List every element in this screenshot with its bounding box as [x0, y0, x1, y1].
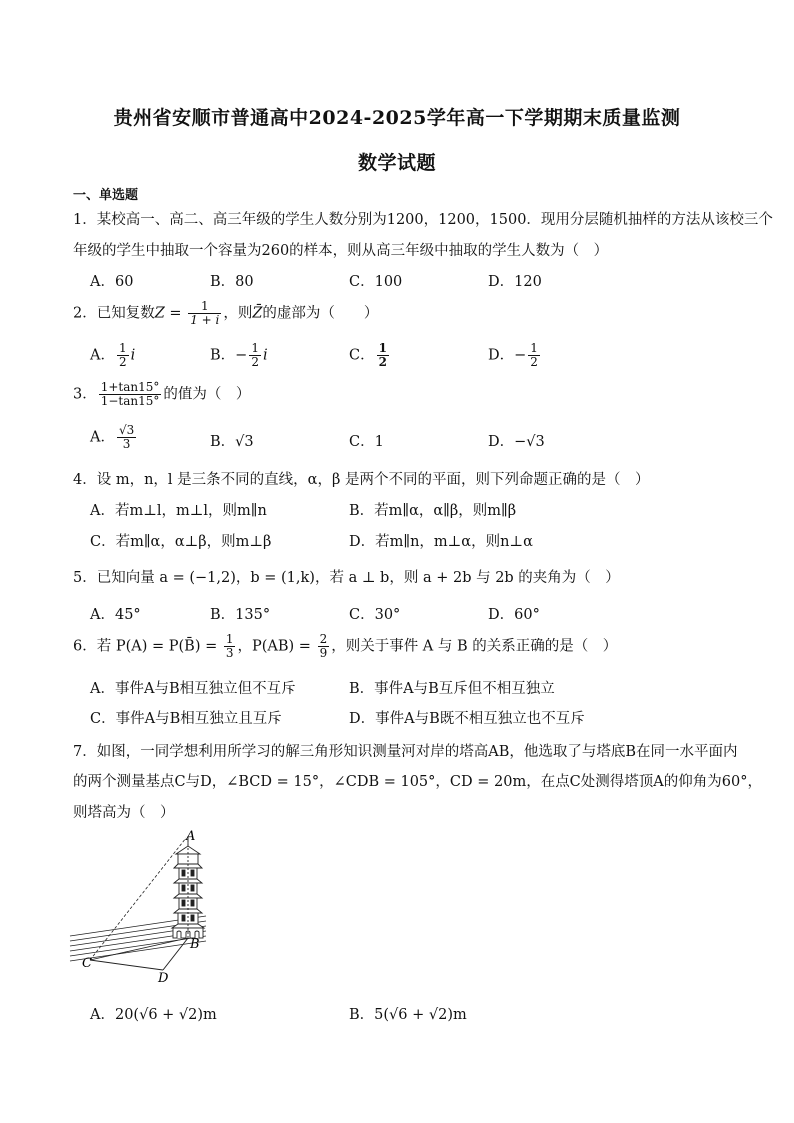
q2-zbar: Z̄	[252, 305, 263, 322]
q1-option-a: A．60	[90, 274, 134, 290]
q1-option-c: C．100	[349, 274, 403, 290]
q2-eq: =	[164, 305, 187, 322]
q3-option-a: A． $\frac{√3}{3}$	[90, 423, 135, 452]
line-cd	[90, 960, 163, 970]
label-d: D	[158, 971, 169, 986]
section-heading: 一、单选题	[73, 188, 139, 203]
q1-line1: 1．某校高一、高二、高三年级的学生人数分别为1200，1200，1500．现用分层随机抽样的方法从该校三个	[73, 212, 773, 228]
q2-stem	[73, 300, 378, 327]
q7-option-a: A．20(√6 + √2)m	[90, 1007, 217, 1023]
q2-frac-num: 1	[188, 300, 221, 314]
q2-frac-den: 1 + i	[190, 313, 220, 328]
tower-figure	[68, 828, 218, 988]
q6-option-b: B．事件A与B互斥但不相互独立	[349, 681, 555, 697]
label-b: B	[190, 937, 200, 952]
q7-line1: 7．如图，一同学想利用所学习的解三角形知识测量河对岸的塔高AB，他选取了与塔底B在同一水平面内	[73, 744, 738, 760]
exam-title: 贵州省安顺市普通高中2024-2025学年高一下学期期末质量监测	[113, 107, 681, 129]
q7-line3: 则塔高为（ ）	[73, 805, 175, 821]
q3-option-d: D．−√3	[488, 434, 545, 450]
q6-option-a: A．事件A与B相互独立但不互斥	[90, 681, 296, 697]
q3-stem: 3． $\frac{1+\tan 15^\circ}{1-\tan 15^\circ}$ 的值为（ ）	[73, 380, 251, 409]
q5-option-d: D．60°	[488, 607, 540, 623]
exam-subtitle: 数学试题	[357, 152, 436, 174]
q4-option-d: D．若m∥n，m⊥α，则n⊥α	[349, 534, 533, 550]
q3-fraction: $\frac{1+\tan 15^\circ}{1-\tan 15^\circ}$	[100, 380, 160, 409]
q5-option-b: B．135°	[210, 607, 271, 623]
q7-line2: 的两个测量基点C与D，∠BCD = 15°，∠CDB = 105°，CD = 20m，在点C处测得塔顶A的仰角为60°，	[73, 774, 762, 790]
q2-option-b: B．− $\frac{1}{2}$ i	[210, 341, 268, 370]
q5-option-a: A．45°	[90, 607, 141, 623]
q4-option-a: A．若m⊥l，m⊥l，则m∥n	[90, 503, 267, 519]
q2-option-d: D．− $\frac{1}{2}$	[488, 341, 538, 370]
q2-post1: ，则	[223, 305, 253, 322]
q4-option-c: C．若m∥α，α⊥β，则m⊥β	[90, 534, 272, 550]
q1-option-b: B．80	[210, 274, 254, 290]
q7-option-b: B．5(√6 + √2)m	[349, 1007, 467, 1023]
q3-option-c: C．1	[349, 434, 384, 450]
q6-option-d: D．事件A与B既不相互独立也不互斥	[349, 711, 585, 727]
q6-stem: 6．若 P(A) = P(B̄) = $\frac{1}{3}$ ，P(AB) = $\frac{2}{9}$ ，则关于事件 A 与 B 的关系正确的是（ ）	[73, 632, 618, 661]
q4-option-b: B．若m∥α，α∥β，则m∥β	[349, 503, 517, 519]
q1-option-d: D．120	[488, 274, 542, 290]
q6-option-c: C．事件A与B相互独立且互斥	[90, 711, 282, 727]
q2-option-c: C． $\frac{1}{2}$	[349, 341, 387, 370]
q2-fraction	[188, 300, 221, 327]
label-a: A	[186, 829, 196, 844]
q3-option-b: B．√3	[210, 434, 254, 450]
pagoda-tower	[172, 836, 204, 938]
q2-post2: 的虚部为（ ）	[262, 305, 379, 322]
q5-stem: 5．已知向量 a = (−1,2)，b = (1,k)，若 a ⊥ b，则 a + 2b 与 2b 的夹角为（ ）	[73, 570, 620, 586]
q2-pre: 2．已知复数	[73, 305, 155, 322]
q2-option-a: A． $\frac{1}{2}$ i	[90, 341, 136, 370]
q5-option-c: C．30°	[349, 607, 401, 623]
label-c: C	[82, 956, 92, 971]
q4-stem: 4．设 m，n，l 是三条不同的直线，α，β 是两个不同的平面，则下列命题正确的是（ ）	[73, 472, 650, 488]
q1-line2: 年级的学生中抽取一个容量为260的样本，则从高三年级中抽取的学生人数为（ ）	[73, 243, 609, 259]
q2-z: Z	[154, 305, 165, 322]
